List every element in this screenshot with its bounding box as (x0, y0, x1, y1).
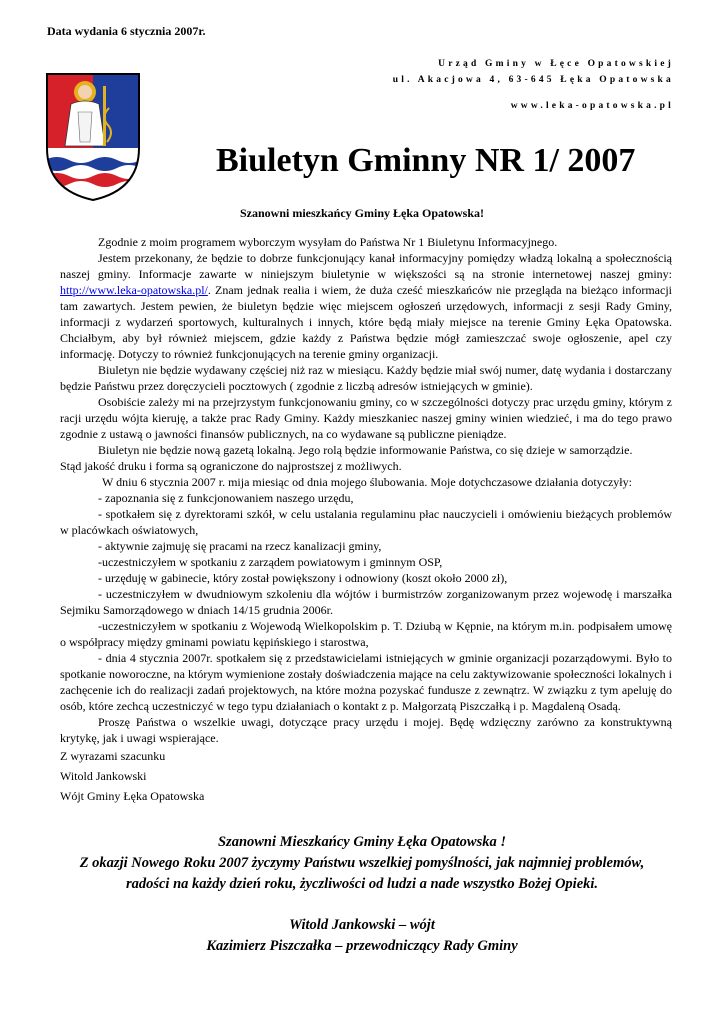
office-name: Urząd Gminy w Łęce Opatowskiej (438, 59, 674, 69)
paragraph-closing: Proszę Państwa o wszelkie uwagi, dotyczące pracy urzędu i mojej. Będę wdzięczny zarówno za konstruktywną krytykę, jak i uwagi wspierające. (60, 715, 672, 745)
paragraph-not-newspaper: Biuletyn nie będzie nową gazetą lokalną. Jego rolą będzie informowanie Państwa, co się dzieje w samorządzie. (98, 443, 633, 457)
activity-item: - aktywnie zajmuję się pracami na rzecz kanalizacji gminy, (98, 539, 382, 553)
letter-body (60, 234, 672, 806)
signature-role: Wójt Gminy Łęka Opatowska (60, 789, 205, 803)
wishes-signer-chairman: Kazimierz Piszczałka – przewodniczący Rady Gminy (206, 938, 518, 954)
paragraph-frequency: Biuletyn nie będzie wydawany częściej niż raz w miesiącu. Każdy będzie miał swój numer, datę wydania i dostarczany będzie Państwu przez doręczycieli pocztowych ( zgodnie z liczbą adresów istniejących w gminie). (60, 363, 672, 393)
wishes-signer-mayor: Witold Jankowski – wójt (289, 917, 435, 933)
paragraph-intro: Zgodnie z moim programem wyborczym wysyłam do Państwa Nr 1 Biuletynu Informacyjnego. (98, 235, 558, 249)
activity-item: - urzęduję w gabinecie, który został powiększony i odnowiony (koszt około 2000 zł), (98, 571, 508, 585)
signature-name: Witold Jankowski (60, 769, 147, 783)
website-link[interactable]: http://www.leka-opatowska.pl/ (60, 283, 208, 297)
publication-date: Data wydania 6 stycznia 2007r. (47, 24, 206, 38)
office-address: ul. Akacjowa 4, 63-645 Łęka Opatowska (392, 75, 674, 85)
activity-item: - spotkałem się z dyrektorami szkół, w celu ustalania regulaminu płac nauczycieli i omówieniu bieżących problemów w placówkach oświatowych, (60, 507, 672, 537)
activity-item: - dnia 4 stycznia 2007r. spotkałem się z przedstawicielami istniejących w gminie organizacji pozarządowymi. Było to spotkanie noworoczne, na którym wymienione zostały doświadczenia mające na celu zaktywizowanie społeczności lokalnych i zachęcenie ich do realizacji zadań projektowych, na które można pozyskać fundusze z zewnątrz. W związku z tym apeluję do osób, które zechcą uczestniczyć w tego typu działaniach o kontakt z p. Małgorzatą Piszczałką i p. Magdaleną Osadą. (60, 651, 672, 713)
activity-item: - uczestniczyłem w dwudniowym szkoleniu dla wójtów i burmistrzów zorganizowanym przez wojewodę i marszałka Sejmiku Samorządowego w dniach 14/15 grudnia 2006r. (60, 587, 672, 617)
greeting: Szanowni mieszkańcy Gminy Łęka Opatowska! (239, 206, 485, 220)
coat-of-arms-icon (45, 72, 141, 202)
signature-regards: Z wyrazami szacunku (60, 749, 166, 763)
wishes-salutation: Szanowni Mieszkańcy Gminy Łęka Opatowska ! (217, 834, 507, 850)
paragraph-activities-intro: W dniu 6 stycznia 2007 r. mija miesiąc od dnia mojego ślubowania. Moje dotychczasowe działania dotyczyły: (102, 475, 632, 489)
wishes-line: radości na każdy dzień roku, życzliwości od ludzi a nade wszystko Bożej Opieki. (125, 876, 599, 892)
activity-item: -uczestniczyłem w spotkaniu z Wojewodą Wielkopolskim p. T. Dziubą w Kępnie, na którym m.in. podpisałem umowę o współpracy między gminami powiatu kępińskiego i starostwa, (60, 619, 672, 649)
paragraph-print-quality: Stąd jakość druku i forma są ograniczone do najprostszej z możliwych. (60, 459, 402, 473)
activity-item: -uczestniczyłem w spotkaniu z zarządem powiatowym i gminnym OSP, (98, 555, 443, 569)
new-year-wishes (0, 832, 724, 957)
page-title: Biuletyn Gminny NR 1/ 2007 (216, 142, 636, 179)
wishes-line: Z okazji Nowego Roku 2007 życzymy Państwu wszelkiej pomyślności, jak najmniej problemów, (79, 855, 645, 871)
activity-item: - zapoznania się z funkcjonowaniem naszego urzędu, (98, 491, 354, 505)
office-header (393, 56, 674, 114)
office-website: www.leka-opatowska.pl (510, 101, 674, 111)
paragraph-transparency: Osobiście zależy mi na przejrzystym funkcjonowaniu gminy, co w szczególności dotyczy prac urzędu gminy, którym z racji urzędu wójta kieruję, a także prac Rady Gminy. Każdy mieszkaniec naszej gminy winien wiedzieć, i ma do tego prawo zgodnie z ustawą o jawności finansów publicznych, na co wydawane są publiczne pieniądze. (60, 395, 672, 441)
paragraph-bulletin-purpose: Jestem przekonany, że będzie to dobrze funkcjonujący kanał informacyjny pomiędzy władzą lokalną a społecznością naszej gminy. Informacje zawarte w niniejszym biuletynie w większości są na stronie internetowej naszej gminy: http://www.leka-opatowska.pl/. Znam jednak realia i wiem, że duża cześć mieszkańców nie przegląda na bieżąco informacji tam zawartych. Jestem pewien, że biuletyn będzie więc miejscem ogłoszeń urzędowych, informacji z sesji Rady Gminy, informacji z wydarzeń sportowych, kulturalnych i innych, które będą miały miejsce na terenie Gminy Łęka Opatowska. Chciałbym, aby był również miejscem, gdzie każdy z Państwa będzie mógł zamieszczać swoje ogłoszenie, apel czy informację. Dotyczy to również funkcjonujących na terenie gminy organizacji. (60, 251, 672, 361)
